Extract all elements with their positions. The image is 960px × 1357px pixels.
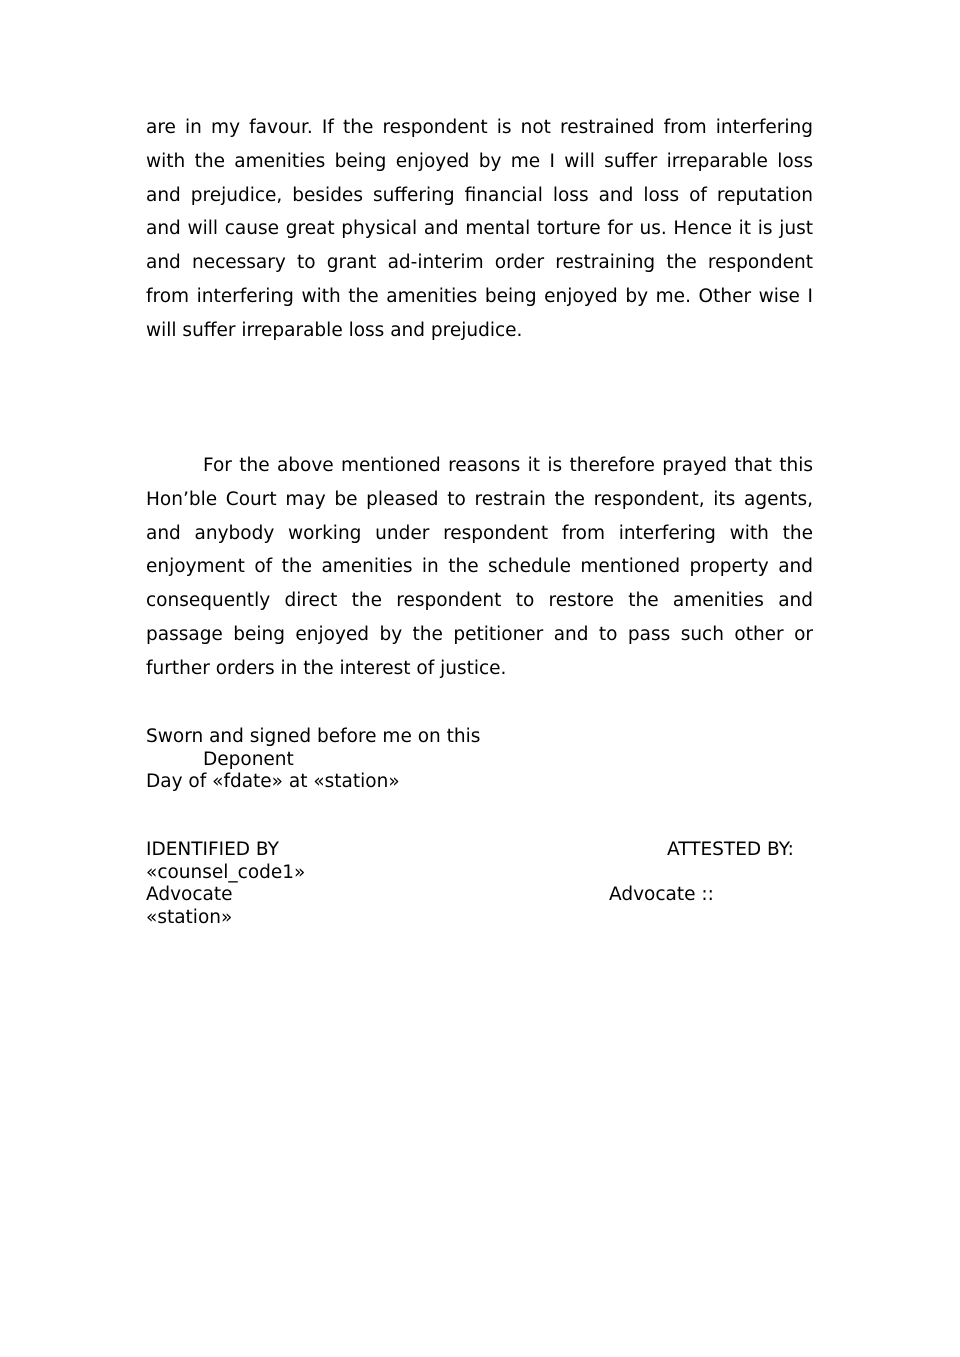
identified-by-label: IDENTIFIED BY <box>146 839 279 860</box>
deponent-label: Deponent <box>203 749 294 770</box>
counsel-code: «counsel_code1» <box>146 862 306 883</box>
day-line: Day of «fdate» at «station» <box>146 771 400 792</box>
sworn-line: Sworn and signed before me on this <box>146 726 481 747</box>
station-placeholder: «station» <box>146 907 233 928</box>
prayer-paragraph: For the above mentioned reasons it is therefore prayed that this Hon’ble Court may be pleased to restrain the respondent, its agents, and anybody working under respondent from interfering with the enjoyment of the amenities in the schedule mentioned property and consequently direct the respondent to restore the amenities and passage being enjoyed by the petitioner and to pass such other or further orders in the interest of justice. <box>146 455 813 679</box>
attested-by-label: ATTESTED BY: <box>667 839 794 860</box>
advocate-left: Advocate <box>146 884 233 905</box>
body-paragraph-1: are in my favour. If the respondent is not restrained from interfering with the amenities being enjoyed by me I will suffer irreparable loss and prejudice, besides suffering financial loss and loss of reputation and will cause great physical and mental torture for us. Hence it is just and necessary to grant ad-interim order restraining the respondent from interfering with the amenities being enjoyed by me. Other wise I will suffer irreparable loss and prejudice. <box>146 117 813 341</box>
advocate-right: Advocate :: <box>609 884 714 905</box>
